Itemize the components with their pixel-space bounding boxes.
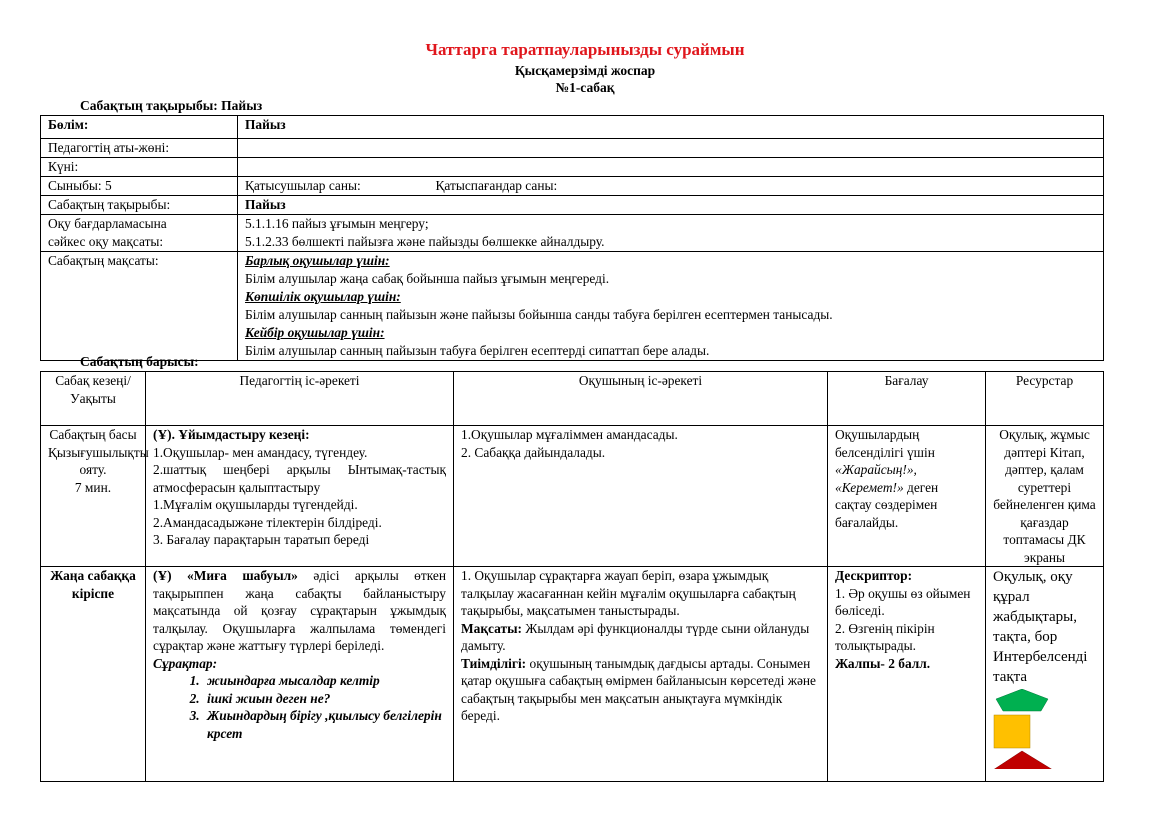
- table-row: [41, 196, 1104, 215]
- teacher-line: 1.Мұғалім оқушыларды түгендейді.: [153, 497, 358, 512]
- questions-list: [153, 672, 446, 742]
- objective-label: [41, 215, 238, 252]
- stage-cell: [41, 426, 149, 567]
- resources-text: Оқулық, оқу құрал жабдықтары, тақта, бор Интербелсенді тақта: [993, 569, 1088, 685]
- table-row: [41, 426, 1104, 567]
- teacher-heading: (Ұ). Ұйымдастыру кезеңі:: [153, 427, 310, 442]
- assess-cell: [828, 567, 986, 782]
- descriptor-line: 2. Өзгенің пікірін толықтырады.: [835, 620, 935, 653]
- assess-text-end: деген сақтау сөздерімен бағалайды.: [835, 479, 939, 530]
- descriptor-line: 1. Әр оқушы өз ойымен бөліседі.: [835, 585, 971, 618]
- course-line: Сабақтың барысы:: [80, 354, 199, 369]
- attendance-cell: [238, 177, 1104, 196]
- red-triangle-shape: [993, 751, 1053, 769]
- objective-1: 5.1.1.16 пайыз ұғымын меңгеру;: [245, 216, 429, 231]
- stage-cell: Жаңа сабаққа кіріспе: [41, 567, 146, 782]
- stage-text: Сабақтың басы Қызығушылықты ояту.: [48, 427, 149, 477]
- teacher-value: [238, 139, 1104, 158]
- page-title: Чаттарга таратпауларынызды сураймын: [425, 40, 745, 59]
- objective-label-line1: Оқу бағдарламасына: [48, 216, 167, 231]
- table-row: [41, 215, 1104, 252]
- method-desc: әдісі арқылы өткен тақырыппен жаңа сабақты байланыстыру мақсатында ой қозғау сұрақтарын ұжымдық талқылау. Оқушыларға жалпылама төмендегі сұрақтар және жаттығу түрлері беріледі.: [153, 568, 447, 653]
- topic-line: Сабақтың тақырыбы: Пайыз: [80, 98, 263, 113]
- table-row: [41, 177, 1104, 196]
- lesson-topic-value: Пайыз: [238, 196, 1104, 215]
- goal-most-text: Білім алушылар санның пайызын және пайызы бойынша санды табуға берілген есептермен танысады.: [245, 307, 833, 322]
- date-label: Күні:: [41, 158, 238, 177]
- present-label: Қатысушылар саны:: [245, 178, 361, 193]
- absent-label: Қатыспағандар саны:: [435, 178, 558, 193]
- goal-label: Сабақтың мақсаты:: [41, 252, 238, 361]
- student-line: 2. Сабаққа дайындалады.: [461, 444, 606, 460]
- teacher-line: 1.Оқушылар- мен амандасу, түгендеу.: [153, 444, 368, 460]
- teacher-line: 2.Амандасадыжәне тілектерін білдіреді.: [153, 514, 382, 530]
- assess-cell: [828, 426, 986, 567]
- resources-cell: [986, 567, 1104, 782]
- student-effect: [461, 655, 820, 725]
- table-row: [41, 158, 1104, 177]
- student-goal: [461, 620, 820, 655]
- yellow-square-shape: [994, 715, 1030, 748]
- student-line: 1. Оқушылар сұрақтарға жауап беріп, өзара ұжымдық талқылау жасағаннан кейін мұғалім оқушыларға сабақтың тақырыбы, мақсатымен таныстырады.: [461, 568, 796, 618]
- objective-value: [238, 215, 1104, 252]
- lesson-number: №1-сабақ: [555, 80, 615, 95]
- teacher-cell: [146, 426, 454, 567]
- col-stage-header: Сабақ кезеңі/Уақыты: [41, 372, 146, 426]
- assessment-shapes: [993, 689, 1053, 769]
- grade-label: Сыныбы: 5: [41, 177, 238, 196]
- method-text: [153, 567, 446, 655]
- goal-some-heading: Кейбір оқушылар үшін:: [245, 325, 385, 340]
- effect-heading: Тиімділігі:: [461, 655, 527, 671]
- section-label: Бөлім:: [41, 116, 238, 139]
- teacher-line: 2.шаттық шеңбері арқылы Ынтымақ-тастық атмосферасын қалыптастыру: [153, 462, 446, 495]
- goal-all-heading: Барлық оқушылар үшін:: [245, 253, 390, 268]
- col-teacher-header: Педагогтің іс-әрекеті: [146, 372, 454, 426]
- stage-time: 7 мин.: [74, 479, 112, 495]
- table-row: [41, 139, 1104, 158]
- list-item: 3. Жиындардың бірігу ,қиылысу белгілерін крсет: [203, 707, 446, 742]
- table-row: [41, 252, 1104, 361]
- col-student-header: Оқушының іс-әрекеті: [454, 372, 828, 426]
- objective-2: 5.1.2.33 бөлшекті пайызға және пайызды бөлшекке айналдыру.: [245, 234, 605, 249]
- goal-value: [238, 252, 1104, 361]
- plan-table: [40, 371, 1104, 782]
- table-header-row: [41, 372, 1104, 426]
- method-prefix: (Ұ): [153, 568, 188, 583]
- objective-label-line2: сәйкес оқу мақсаты:: [48, 234, 164, 249]
- lesson-topic-label: Сабақтың тақырыбы:: [41, 196, 238, 215]
- assess-praise: «Жарайсың!», «Керемет!»: [835, 462, 917, 495]
- goal-some-text: Білім алушылар санның пайызын табуға берілген есептерді сипаттап бере алады.: [245, 343, 710, 358]
- table-row: [41, 116, 1104, 139]
- descriptor-heading: Дескриптор:: [835, 568, 913, 583]
- date-value: [238, 158, 1104, 177]
- descriptor-total: Жалпы- 2 балл.: [835, 655, 931, 671]
- plan-subtitle: Қысқамерзімді жоспар: [514, 63, 656, 78]
- green-pentagon-shape: [996, 689, 1048, 711]
- list-item: 1. жиындарға мысалдар келтір: [203, 672, 446, 690]
- goal-most-heading: Көпшілік оқушылар үшін:: [245, 289, 401, 304]
- goal-all-text: Білім алушылар жаңа сабақ бойынша пайыз ұғымын меңгереді.: [245, 271, 610, 286]
- goal-heading: Мақсаты:: [461, 620, 522, 636]
- list-item: 2. ішкі жиын деген не?: [203, 690, 446, 708]
- teacher-line: 3. Бағалау парақтарын таратып береді: [153, 532, 370, 547]
- table-row: [41, 567, 1104, 782]
- teacher-label: Педагогтің аты-жөні:: [41, 139, 238, 158]
- teacher-cell: [146, 567, 454, 782]
- student-line: 1.Оқушылар мұғаліммен амандасады.: [461, 427, 678, 442]
- info-table: [40, 115, 1104, 361]
- col-resources-header: Ресурстар: [986, 372, 1104, 426]
- student-cell: [454, 567, 828, 782]
- assess-text: Оқушылардың белсенділігі үшін: [835, 427, 935, 460]
- student-cell: [454, 426, 828, 567]
- questions-heading: Сұрақтар:: [153, 655, 218, 671]
- col-assess-header: Бағалау: [828, 372, 986, 426]
- effect-text: оқушының танымдық дағдысы артады. Сонымен қатар оқушыға сабақтың өмірмен байланысын көрсетеді және сабақтың тақырыбы мен мақсатын анықтауға мүмкіндік береді.: [461, 655, 816, 723]
- goal-text: Жылдам әрі функционалды түрде сыни ойлануды дамыту.: [461, 620, 810, 653]
- method-name: «Миға шабуыл»: [187, 568, 298, 583]
- section-value: Пайыз: [238, 116, 1104, 139]
- resources-cell: Оқулық, жұмыс дәптері Кітап, дәптер, қалам суреттері бейнеленген қима қағаздар топтамасы ДК экраны: [986, 426, 1104, 567]
